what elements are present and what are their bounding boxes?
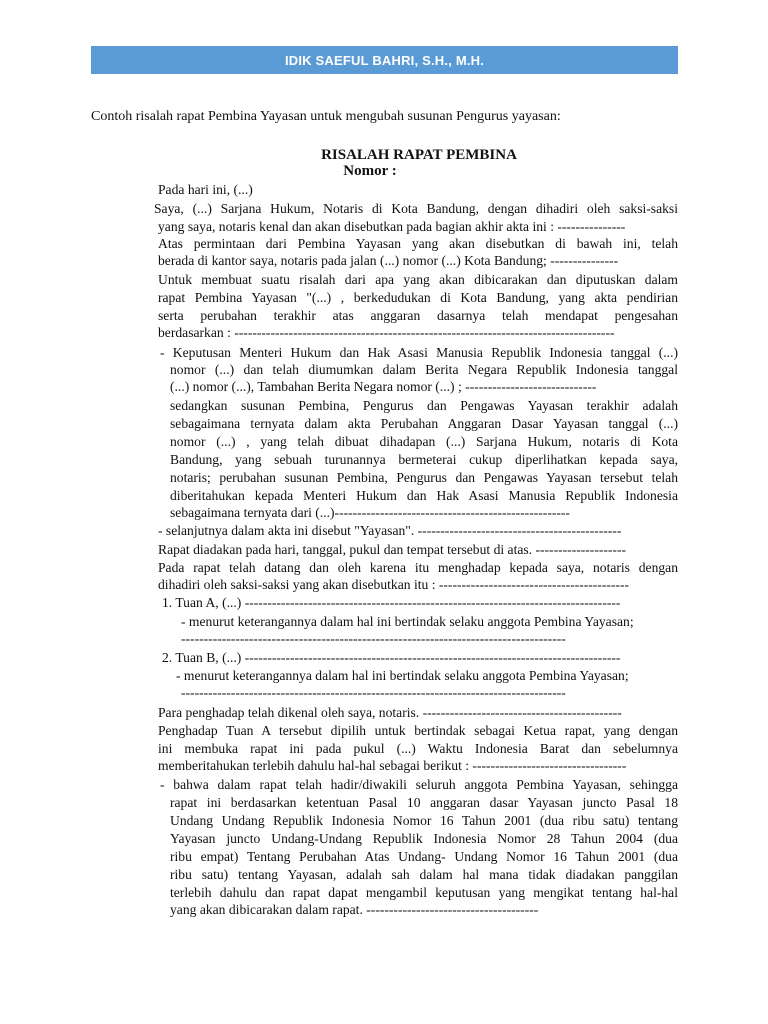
document-line: memberitahukan terlebih dahulu hal-hal sebagai berikut : ---------------------------------- <box>158 758 627 773</box>
document-line: notaris; perubahan susunan Pembina, Pengurus dan Pengawas Yayasan tersebut telah <box>170 470 678 485</box>
document-line: Para penghadap telah dikenal oleh saya, notaris. -------------------------------------------- <box>158 705 622 720</box>
document-line: ribu empat) Tentang Perubahan Atas Undang- Undang Nomor 16 Tahun 2001 (dua <box>170 849 678 864</box>
document-line: yang akan dibicarakan dalam rapat. -------------------------------------- <box>170 902 539 917</box>
intro-text: Contoh risalah rapat Pembina Yayasan untuk mengubah susunan Pengurus yayasan: <box>91 109 561 124</box>
document-line: (...) nomor (...), Tambahan Berita Negara nomor (...) ; ----------------------------- <box>170 379 597 394</box>
document-line: sebagaimana ternyata dari (...)---------------------------------------------------- <box>170 505 570 520</box>
document-line: Bandung, yang sebuah turunannya bermeterai cukup diperlihatkan kepada saya, <box>170 452 678 467</box>
document-line: nomor (...) dan telah diumumkan dalam Berita Negara Republik Indonesia tanggal <box>170 362 678 377</box>
document-line: sedangkan susunan Pembina, Pengurus dan Pengawas Yayasan terakhir adalah <box>170 398 678 413</box>
document-line: - Keputusan Menteri Hukum dan Hak Asasi Manusia Republik Indonesia tanggal (...) <box>160 345 678 360</box>
document-line: ribu satu) tentang Yayasan, adalah sah dalam hal mana tidak diadakan panggilan <box>170 867 678 882</box>
document-line: sebagaimana ternyata dalam akta Perubahan Anggaran Dasar Yayasan tanggal (...) <box>170 416 678 431</box>
document-line: Yayasan juncto Undang-Undang Republik Indonesia Nomor 28 Tahun 2004 (dua <box>170 831 678 846</box>
document-line: berada di kantor saya, notaris pada jalan (...) nomor (...) Kota Bandung; --------------- <box>158 253 619 268</box>
document-line: rapat ini berdasarkan ketentuan Pasal 10 anggaran dasar Yayasan juncto Pasal 18 <box>170 795 678 810</box>
document-line: nomor (...) , yang telah dibuat dihadapan (...) Sarjana Hukum, notaris di Kota <box>170 434 678 449</box>
document-line: Penghadap Tuan A tersebut dipilih untuk bertindak sebagai Ketua rapat, yang dengan <box>158 723 678 738</box>
document-line: - menurut keterangannya dalam hal ini bertindak selaku anggota Pembina Yayasan; <box>176 668 629 683</box>
document-line: Undang Undang Republik Indonesia Nomor 16 Tahun 2001 (dua ribu satu) tentang <box>170 813 678 828</box>
document-line: berdasarkan : ------------------------------------------------------------------------------------ <box>158 325 615 340</box>
document-number-label: Nomor : <box>343 163 397 179</box>
document-line: Atas permintaan dari Pembina Yayasan yang akan disebutkan di bawah ini, telah <box>158 236 678 251</box>
document-line: diberitahukan kepada Menteri Hukum dan Hak Asasi Manusia Republik Indonesia <box>170 488 678 503</box>
document-line: rapat Pembina Yayasan "(...) , berkedudukan di Kota Bandung, yang akta pendirian <box>158 290 678 305</box>
document-line: - bahwa dalam rapat telah hadir/diwakili seluruh anggota Pembina Yayasan, sehingga <box>160 777 678 792</box>
document-line: yang saya, notaris kenal dan akan disebutkan pada bagian akhir akta ini : --------------- <box>158 219 626 234</box>
document-line: Rapat diadakan pada hari, tanggal, pukul dan tempat tersebut di atas. -------------------- <box>158 542 627 557</box>
document-line: Pada rapat telah datang dan oleh karena itu menghadap kepada saya, notaris dengan <box>158 560 678 575</box>
header-banner <box>91 46 678 74</box>
document-line: 2. Tuan B, (...) ----------------------------------------------------------------------------------- <box>162 650 621 665</box>
document-line: terlebih dahulu dan rapat dapat mengambil keputusan yang mengikat tentang hal-hal <box>170 885 678 900</box>
document-line: 1. Tuan A, (...) ----------------------------------------------------------------------------------- <box>162 595 621 610</box>
document-line: Saya, (...) Sarjana Hukum, Notaris di Kota Bandung, dengan dihadiri oleh saksi-saksi <box>154 201 678 216</box>
document-line: ini membuka rapat ini pada pukul (...) Waktu Indonesia Barat dan sebelumnya <box>158 741 678 756</box>
document-line: ------------------------------------------------------------------------------------- <box>181 685 566 700</box>
document-title: RISALAH RAPAT PEMBINA <box>321 147 517 163</box>
document-line: Pada hari ini, (...) <box>158 182 253 197</box>
document-line: Untuk membuat suatu risalah dari apa yang akan dibicarakan dan diputuskan dalam <box>158 272 678 287</box>
document-line: - menurut keterangannya dalam hal ini bertindak selaku anggota Pembina Yayasan; <box>181 614 634 629</box>
document-line: - selanjutnya dalam akta ini disebut "Yayasan". --------------------------------------------- <box>158 523 622 538</box>
document-line: dihadiri oleh saksi-saksi yang akan disebutkan itu : ------------------------------------------ <box>158 577 630 592</box>
header-title: IDIK SAEFUL BAHRI, S.H., M.H. <box>284 52 485 68</box>
document-line: serta perubahan terakhir atas anggaran dasarnya telah mendapat pengesahan <box>158 308 678 323</box>
document-line: ------------------------------------------------------------------------------------- <box>181 631 566 646</box>
